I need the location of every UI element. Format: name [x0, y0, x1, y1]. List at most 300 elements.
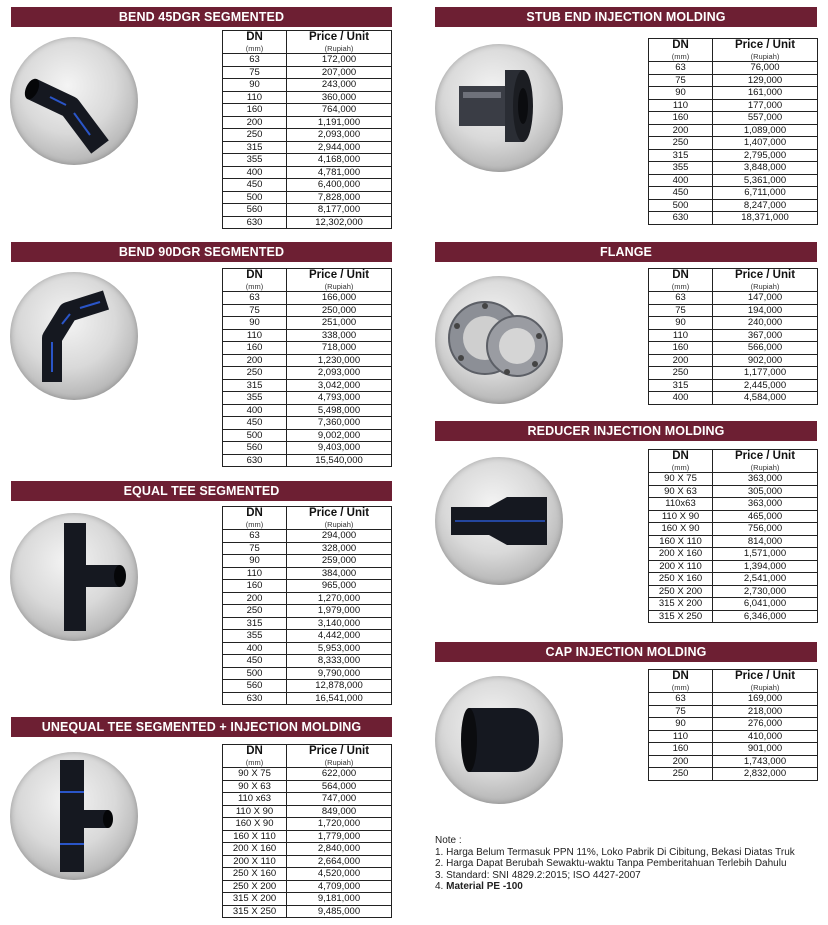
table-header-row — [649, 39, 818, 53]
price-unit: (Rupiah) — [713, 463, 818, 473]
table-unit-row — [223, 44, 392, 54]
table-row — [223, 818, 392, 831]
table-row — [649, 74, 818, 87]
dn-unit: (mm) — [223, 758, 287, 768]
dn-cell: 160 — [223, 342, 287, 355]
price-cell: 276,000 — [713, 718, 818, 731]
dn-cell: 200 — [223, 354, 287, 367]
table-row — [223, 292, 392, 305]
dn-cell: 200 X 110 — [649, 560, 713, 573]
dn-cell: 500 — [223, 191, 287, 204]
dn-cell: 63 — [649, 292, 713, 305]
table-row — [649, 87, 818, 100]
table-row — [223, 667, 392, 680]
dn-cell: 560 — [223, 204, 287, 217]
price-cell: 1,979,000 — [287, 605, 392, 618]
dn-cell: 75 — [649, 705, 713, 718]
table-unit-row — [649, 683, 818, 693]
dn-cell: 315 — [223, 617, 287, 630]
dn-cell: 63 — [223, 530, 287, 543]
unequal-tee-product-photo — [10, 752, 138, 880]
price-cell: 169,000 — [713, 693, 818, 706]
price-cell: 2,664,000 — [287, 855, 392, 868]
price-cell: 2,445,000 — [713, 379, 818, 392]
table-header-row — [649, 269, 818, 283]
unequal-tee-fitting-icon — [10, 752, 138, 880]
dn-unit: (mm) — [223, 44, 287, 54]
dn-cell: 200 X 160 — [649, 548, 713, 561]
bend45-fitting-icon — [10, 37, 138, 165]
table-row — [223, 580, 392, 593]
cap-fitting-icon — [435, 676, 563, 804]
dn-cell: 400 — [649, 174, 713, 187]
price-header: Price / Unit — [287, 507, 392, 521]
dn-cell: 450 — [223, 179, 287, 192]
bend90-product-photo — [10, 272, 138, 400]
section-title-bend90: BEND 90DGR SEGMENTED — [11, 242, 392, 262]
table-row — [649, 610, 818, 623]
table-row — [223, 555, 392, 568]
price-cell: 747,000 — [287, 793, 392, 806]
price-cell: 5,953,000 — [287, 642, 392, 655]
dn-cell: 160 X 90 — [223, 818, 287, 831]
table-row — [649, 598, 818, 611]
price-cell: 9,181,000 — [287, 893, 392, 906]
dn-unit: (mm) — [649, 282, 713, 292]
table-row — [223, 805, 392, 818]
dn-cell: 110 — [649, 99, 713, 112]
stub-end-fitting-icon — [435, 44, 563, 172]
dn-cell: 630 — [223, 692, 287, 705]
table-row — [649, 162, 818, 175]
table-header-row — [223, 745, 392, 759]
table-row — [223, 830, 392, 843]
note-line-4-material: Material PE -100 — [446, 881, 523, 892]
flange-product-photo — [435, 276, 563, 404]
price-cell: 4,520,000 — [287, 868, 392, 881]
table-row — [223, 642, 392, 655]
price-cell: 756,000 — [713, 523, 818, 536]
price-cell: 305,000 — [713, 485, 818, 498]
dn-cell: 160 — [223, 104, 287, 117]
price-cell: 6,711,000 — [713, 187, 818, 200]
dn-cell: 250 — [223, 367, 287, 380]
dn-cell: 63 — [649, 693, 713, 706]
dn-cell: 630 — [223, 216, 287, 229]
table-row — [223, 91, 392, 104]
price-cell: 338,000 — [287, 329, 392, 342]
price-cell: 294,000 — [287, 530, 392, 543]
dn-cell: 500 — [649, 199, 713, 212]
dn-cell: 75 — [649, 74, 713, 87]
price-cell: 410,000 — [713, 730, 818, 743]
dn-cell: 560 — [223, 680, 287, 693]
price-header: Price / Unit — [287, 31, 392, 45]
price-cell: 4,168,000 — [287, 154, 392, 167]
section-title-equal-tee: EQUAL TEE SEGMENTED — [11, 481, 392, 501]
table-row — [223, 630, 392, 643]
table-unit-row — [223, 520, 392, 530]
table-row — [223, 54, 392, 67]
price-cell: 2,093,000 — [287, 367, 392, 380]
dn-cell: 315 — [649, 379, 713, 392]
table-header-row — [223, 269, 392, 283]
dn-cell: 400 — [223, 404, 287, 417]
price-cell: 9,485,000 — [287, 905, 392, 918]
dn-header: DN — [223, 745, 287, 759]
table-row — [223, 567, 392, 580]
dn-cell: 450 — [223, 655, 287, 668]
table-row — [649, 743, 818, 756]
price-table-equal-tee — [222, 506, 392, 705]
table-row — [223, 116, 392, 129]
table-row — [649, 212, 818, 225]
dn-cell: 90 — [649, 718, 713, 731]
notes-heading: Note : — [435, 835, 462, 846]
price-cell: 9,403,000 — [287, 442, 392, 455]
table-row — [223, 655, 392, 668]
dn-cell: 90 — [223, 79, 287, 92]
price-unit: (Rupiah) — [287, 758, 392, 768]
dn-cell: 63 — [223, 54, 287, 67]
price-cell: 240,000 — [713, 317, 818, 330]
table-row — [649, 585, 818, 598]
table-row — [649, 485, 818, 498]
dn-header: DN — [223, 269, 287, 283]
price-unit: (Rupiah) — [713, 282, 818, 292]
table-row — [649, 187, 818, 200]
price-cell: 4,584,000 — [713, 392, 818, 405]
dn-cell: 250 — [649, 768, 713, 781]
price-cell: 2,730,000 — [713, 585, 818, 598]
price-unit: (Rupiah) — [713, 52, 818, 62]
table-row — [223, 429, 392, 442]
table-row — [223, 454, 392, 467]
price-cell: 2,795,000 — [713, 149, 818, 162]
section-title-reducer: REDUCER INJECTION MOLDING — [435, 421, 817, 441]
dn-cell: 315 — [649, 149, 713, 162]
dn-cell: 90 X 63 — [223, 780, 287, 793]
dn-cell: 315 X 200 — [649, 598, 713, 611]
table-row — [649, 112, 818, 125]
table-row — [223, 692, 392, 705]
dn-cell: 75 — [223, 66, 287, 79]
equal-tee-product-photo — [10, 513, 138, 641]
price-cell: 6,041,000 — [713, 598, 818, 611]
cap-product-photo — [435, 676, 563, 804]
price-header: Price / Unit — [713, 39, 818, 53]
price-cell: 360,000 — [287, 91, 392, 104]
price-cell: 7,828,000 — [287, 191, 392, 204]
price-cell: 251,000 — [287, 317, 392, 330]
dn-cell: 355 — [223, 630, 287, 643]
dn-cell: 355 — [649, 162, 713, 175]
dn-cell: 160 — [649, 743, 713, 756]
dn-cell: 200 — [223, 592, 287, 605]
table-row — [649, 705, 818, 718]
table-row — [649, 548, 818, 561]
price-cell: 367,000 — [713, 329, 818, 342]
price-cell: 3,140,000 — [287, 617, 392, 630]
table-row — [223, 617, 392, 630]
price-cell: 2,541,000 — [713, 573, 818, 586]
table-row — [223, 605, 392, 618]
price-cell: 3,848,000 — [713, 162, 818, 175]
price-cell: 7,360,000 — [287, 417, 392, 430]
price-cell: 965,000 — [287, 580, 392, 593]
dn-cell: 75 — [649, 304, 713, 317]
price-cell: 1,177,000 — [713, 367, 818, 380]
price-cell: 2,093,000 — [287, 129, 392, 142]
table-row — [223, 166, 392, 179]
dn-unit: (mm) — [223, 520, 287, 530]
price-cell: 849,000 — [287, 805, 392, 818]
price-cell: 218,000 — [713, 705, 818, 718]
price-unit: (Rupiah) — [287, 520, 392, 530]
price-cell: 3,042,000 — [287, 379, 392, 392]
dn-cell: 90 X 63 — [649, 485, 713, 498]
dn-cell: 110 — [223, 567, 287, 580]
table-row — [223, 893, 392, 906]
price-cell: 18,371,000 — [713, 212, 818, 225]
table-row — [649, 99, 818, 112]
price-table-cap — [648, 669, 818, 781]
table-row — [223, 79, 392, 92]
table-row — [223, 417, 392, 430]
price-table-flange — [648, 268, 818, 405]
price-table-unequal-tee — [222, 744, 392, 918]
table-row — [649, 292, 818, 305]
table-row — [223, 204, 392, 217]
dn-cell: 250 X 200 — [223, 880, 287, 893]
table-row — [649, 199, 818, 212]
dn-cell: 110 — [223, 91, 287, 104]
table-row — [223, 191, 392, 204]
table-unit-row — [223, 758, 392, 768]
dn-cell: 90 X 75 — [223, 768, 287, 781]
price-cell: 4,793,000 — [287, 392, 392, 405]
dn-cell: 500 — [223, 667, 287, 680]
price-cell: 8,333,000 — [287, 655, 392, 668]
table-row — [223, 104, 392, 117]
dn-cell: 400 — [223, 642, 287, 655]
price-header: Price / Unit — [713, 269, 818, 283]
dn-cell: 160 X 90 — [649, 523, 713, 536]
dn-unit: (mm) — [223, 282, 287, 292]
dn-cell: 90 — [649, 87, 713, 100]
price-cell: 1,230,000 — [287, 354, 392, 367]
table-row — [223, 768, 392, 781]
dn-cell: 250 X 200 — [649, 585, 713, 598]
dn-cell: 110 x63 — [223, 793, 287, 806]
price-cell: 166,000 — [287, 292, 392, 305]
table-row — [649, 693, 818, 706]
table-row — [649, 304, 818, 317]
dn-cell: 110x63 — [649, 498, 713, 511]
table-row — [223, 342, 392, 355]
price-cell: 328,000 — [287, 542, 392, 555]
dn-cell: 200 — [649, 124, 713, 137]
table-row — [223, 379, 392, 392]
dn-cell: 315 X 250 — [649, 610, 713, 623]
notes-block — [435, 835, 825, 893]
dn-cell: 200 — [223, 116, 287, 129]
dn-header: DN — [223, 31, 287, 45]
price-cell: 814,000 — [713, 535, 818, 548]
price-cell: 363,000 — [713, 473, 818, 486]
dn-header: DN — [649, 269, 713, 283]
price-cell: 172,000 — [287, 54, 392, 67]
dn-cell: 160 — [223, 580, 287, 593]
bend45-product-photo — [10, 37, 138, 165]
table-row — [223, 317, 392, 330]
stub-end-product-photo — [435, 44, 563, 172]
dn-cell: 315 — [223, 141, 287, 154]
dn-cell: 110 — [649, 730, 713, 743]
price-cell: 5,361,000 — [713, 174, 818, 187]
dn-header: DN — [649, 39, 713, 53]
price-cell: 177,000 — [713, 99, 818, 112]
table-row — [649, 392, 818, 405]
dn-cell: 355 — [223, 392, 287, 405]
table-row — [649, 329, 818, 342]
price-cell: 16,541,000 — [287, 692, 392, 705]
dn-cell: 90 — [649, 317, 713, 330]
price-cell: 1,779,000 — [287, 830, 392, 843]
price-cell: 4,442,000 — [287, 630, 392, 643]
price-cell: 764,000 — [287, 104, 392, 117]
dn-cell: 110 — [223, 329, 287, 342]
price-cell: 9,790,000 — [287, 667, 392, 680]
table-row — [223, 905, 392, 918]
table-unit-row — [649, 463, 818, 473]
table-row — [223, 367, 392, 380]
dn-cell: 75 — [223, 542, 287, 555]
table-row — [223, 780, 392, 793]
note-line-4 — [435, 881, 825, 893]
table-row — [649, 523, 818, 536]
price-table-reducer — [648, 449, 818, 623]
price-cell: 250,000 — [287, 304, 392, 317]
price-cell: 4,781,000 — [287, 166, 392, 179]
table-row — [649, 718, 818, 731]
price-unit: (Rupiah) — [713, 683, 818, 693]
price-cell: 564,000 — [287, 780, 392, 793]
dn-cell: 63 — [223, 292, 287, 305]
section-title-cap: CAP INJECTION MOLDING — [435, 642, 817, 662]
price-cell: 1,089,000 — [713, 124, 818, 137]
price-cell: 1,743,000 — [713, 755, 818, 768]
price-cell: 363,000 — [713, 498, 818, 511]
flange-ring-icon — [435, 276, 563, 404]
price-unit: (Rupiah) — [287, 44, 392, 54]
dn-cell: 250 — [223, 605, 287, 618]
table-row — [649, 379, 818, 392]
dn-cell: 315 — [223, 379, 287, 392]
table-row — [649, 317, 818, 330]
price-cell: 718,000 — [287, 342, 392, 355]
table-row — [649, 473, 818, 486]
price-table-bend45 — [222, 30, 392, 229]
table-row — [223, 855, 392, 868]
table-row — [223, 442, 392, 455]
dn-cell: 160 X 110 — [649, 535, 713, 548]
dn-cell: 355 — [223, 154, 287, 167]
dn-cell: 63 — [649, 62, 713, 75]
price-cell: 6,346,000 — [713, 610, 818, 623]
price-cell: 1,191,000 — [287, 116, 392, 129]
dn-cell: 200 — [649, 755, 713, 768]
table-row — [649, 768, 818, 781]
table-row — [223, 354, 392, 367]
price-cell: 8,177,000 — [287, 204, 392, 217]
dn-cell: 160 X 110 — [223, 830, 287, 843]
dn-cell: 250 — [649, 137, 713, 150]
price-cell: 2,840,000 — [287, 843, 392, 856]
price-cell: 129,000 — [713, 74, 818, 87]
table-row — [223, 179, 392, 192]
table-row — [649, 354, 818, 367]
price-cell: 902,000 — [713, 354, 818, 367]
dn-cell: 500 — [223, 429, 287, 442]
note-line-3: 3. Standard: SNI 4829.2:2015; ISO 4427-2007 — [435, 869, 641, 881]
table-header-row — [649, 670, 818, 684]
table-row — [223, 868, 392, 881]
table-row — [649, 174, 818, 187]
price-cell: 9,002,000 — [287, 429, 392, 442]
table-header-row — [223, 31, 392, 45]
table-row — [223, 542, 392, 555]
price-cell: 622,000 — [287, 768, 392, 781]
dn-cell: 200 X 110 — [223, 855, 287, 868]
table-row — [649, 755, 818, 768]
price-cell: 4,709,000 — [287, 880, 392, 893]
price-cell: 2,944,000 — [287, 141, 392, 154]
dn-cell: 630 — [649, 212, 713, 225]
price-cell: 76,000 — [713, 62, 818, 75]
dn-cell: 90 — [223, 317, 287, 330]
equal-tee-fitting-icon — [10, 513, 138, 641]
price-header: Price / Unit — [287, 745, 392, 759]
reducer-product-photo — [435, 457, 563, 585]
dn-cell: 315 X 200 — [223, 893, 287, 906]
price-cell: 465,000 — [713, 510, 818, 523]
table-row — [223, 880, 392, 893]
price-cell: 566,000 — [713, 342, 818, 355]
dn-cell: 200 X 160 — [223, 843, 287, 856]
price-table-stub-end — [648, 38, 818, 225]
table-header-row — [223, 507, 392, 521]
dn-header: DN — [649, 670, 713, 684]
table-unit-row — [223, 282, 392, 292]
price-cell: 557,000 — [713, 112, 818, 125]
price-cell: 1,407,000 — [713, 137, 818, 150]
table-row — [223, 66, 392, 79]
price-cell: 8,247,000 — [713, 199, 818, 212]
price-cell: 2,832,000 — [713, 768, 818, 781]
price-cell: 243,000 — [287, 79, 392, 92]
section-title-unequal-tee: UNEQUAL TEE SEGMENTED + INJECTION MOLDING — [11, 717, 392, 737]
price-cell: 12,302,000 — [287, 216, 392, 229]
table-row — [649, 342, 818, 355]
dn-cell: 450 — [649, 187, 713, 200]
price-cell: 12,878,000 — [287, 680, 392, 693]
price-cell: 194,000 — [713, 304, 818, 317]
table-unit-row — [649, 52, 818, 62]
dn-cell: 250 X 160 — [223, 868, 287, 881]
price-table-bend90 — [222, 268, 392, 467]
price-header: Price / Unit — [713, 450, 818, 464]
